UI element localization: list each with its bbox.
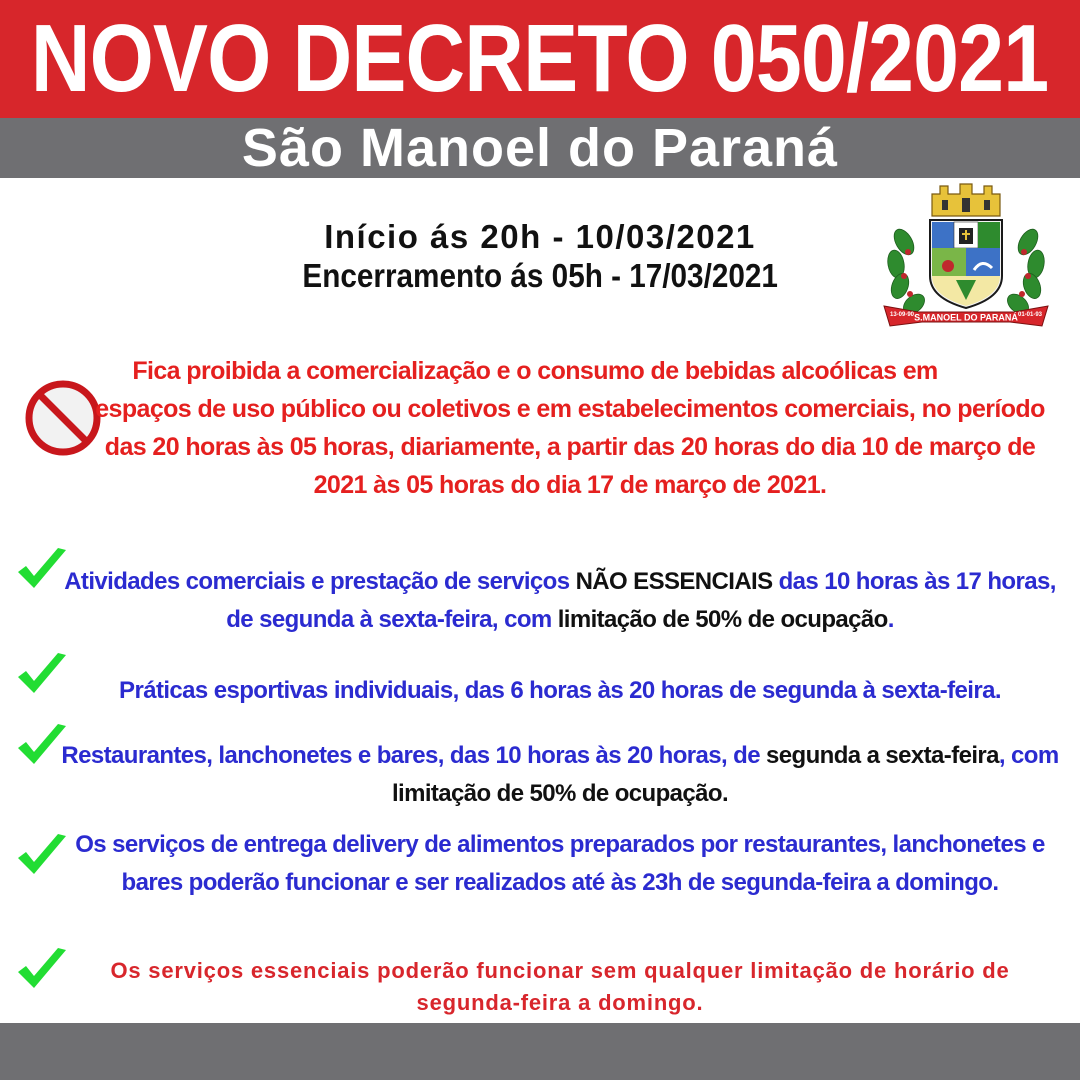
restaurants-text-c: , com	[998, 742, 1059, 769]
restaurants-weekdays: segunda a sexta-feira	[766, 742, 999, 769]
commerce-occupancy-limit: limitação de 50% de ocupação	[557, 606, 888, 633]
rule-individual-sports: Práticas esportivas individuais, das 6 horas às 20 horas de segunda à sexta-feira.	[119, 677, 1001, 704]
title-banner	[0, 0, 1080, 118]
restaurants-occupancy-limit: limitação de 50% de ocupação.	[391, 780, 729, 807]
restaurants-text-a: Restaurantes, lanchonetes e bares, das 10 horas às 20 horas, de	[61, 742, 760, 769]
alcohol-ban-line1: Fica proibida a comercialização e o consumo de bebidas alcoólicas em	[132, 357, 938, 385]
commerce-non-essential: NÃO ESSENCIAIS	[575, 568, 773, 595]
crest-date-right: 01-01-93	[1017, 312, 1043, 318]
commerce-text-a: Atividades comerciais e prestação de serviços	[64, 568, 570, 595]
alcohol-ban-rest: espaços de uso público ou coletivos e em estabelecimentos comerciais, no período das 20 horas às 05 horas, diariamente, a partir das 20 horas do dia 10 de março de 2021 às 05 horas do dia 17 de março de 2021.	[95, 395, 1045, 499]
rule-delivery: Os serviços de entrega delivery de alimentos preparados por restaurantes, lanchonetes e bares poderão funcionar e ser realizados até às 23h de segunda-feira a domingo.	[75, 831, 1045, 896]
rule-essential-services: Os serviços essenciais poderão funcionar sem qualquer limitação de horário de segunda-feira a domingo.	[110, 958, 1010, 1015]
end-date: Encerramento ás 05h - 17/03/2021	[302, 257, 778, 294]
subtitle-banner	[0, 118, 1080, 178]
commerce-period: .	[887, 606, 894, 633]
decree-dates	[200, 218, 880, 296]
crest-ribbon-text: S.MANOEL DO PARANÁ	[914, 312, 1018, 323]
alcohol-ban-text	[90, 352, 1050, 504]
rule-non-essential-commerce	[60, 563, 1060, 639]
start-date: Início ás 20h - 10/03/2021	[324, 218, 756, 255]
municipal-crest-icon	[882, 180, 1050, 335]
rule-restaurants	[60, 737, 1060, 813]
page-subtitle: São Manoel do Paraná	[241, 118, 839, 178]
page-title: NOVO DECRETO 050/2021	[31, 5, 1049, 112]
crest-date-left: 13-09-90	[889, 312, 915, 318]
commerce-text-c: das 10 horas às 17 horas, de segunda à sexta-feira, com	[226, 568, 1056, 633]
footer-bar	[0, 1023, 1080, 1080]
